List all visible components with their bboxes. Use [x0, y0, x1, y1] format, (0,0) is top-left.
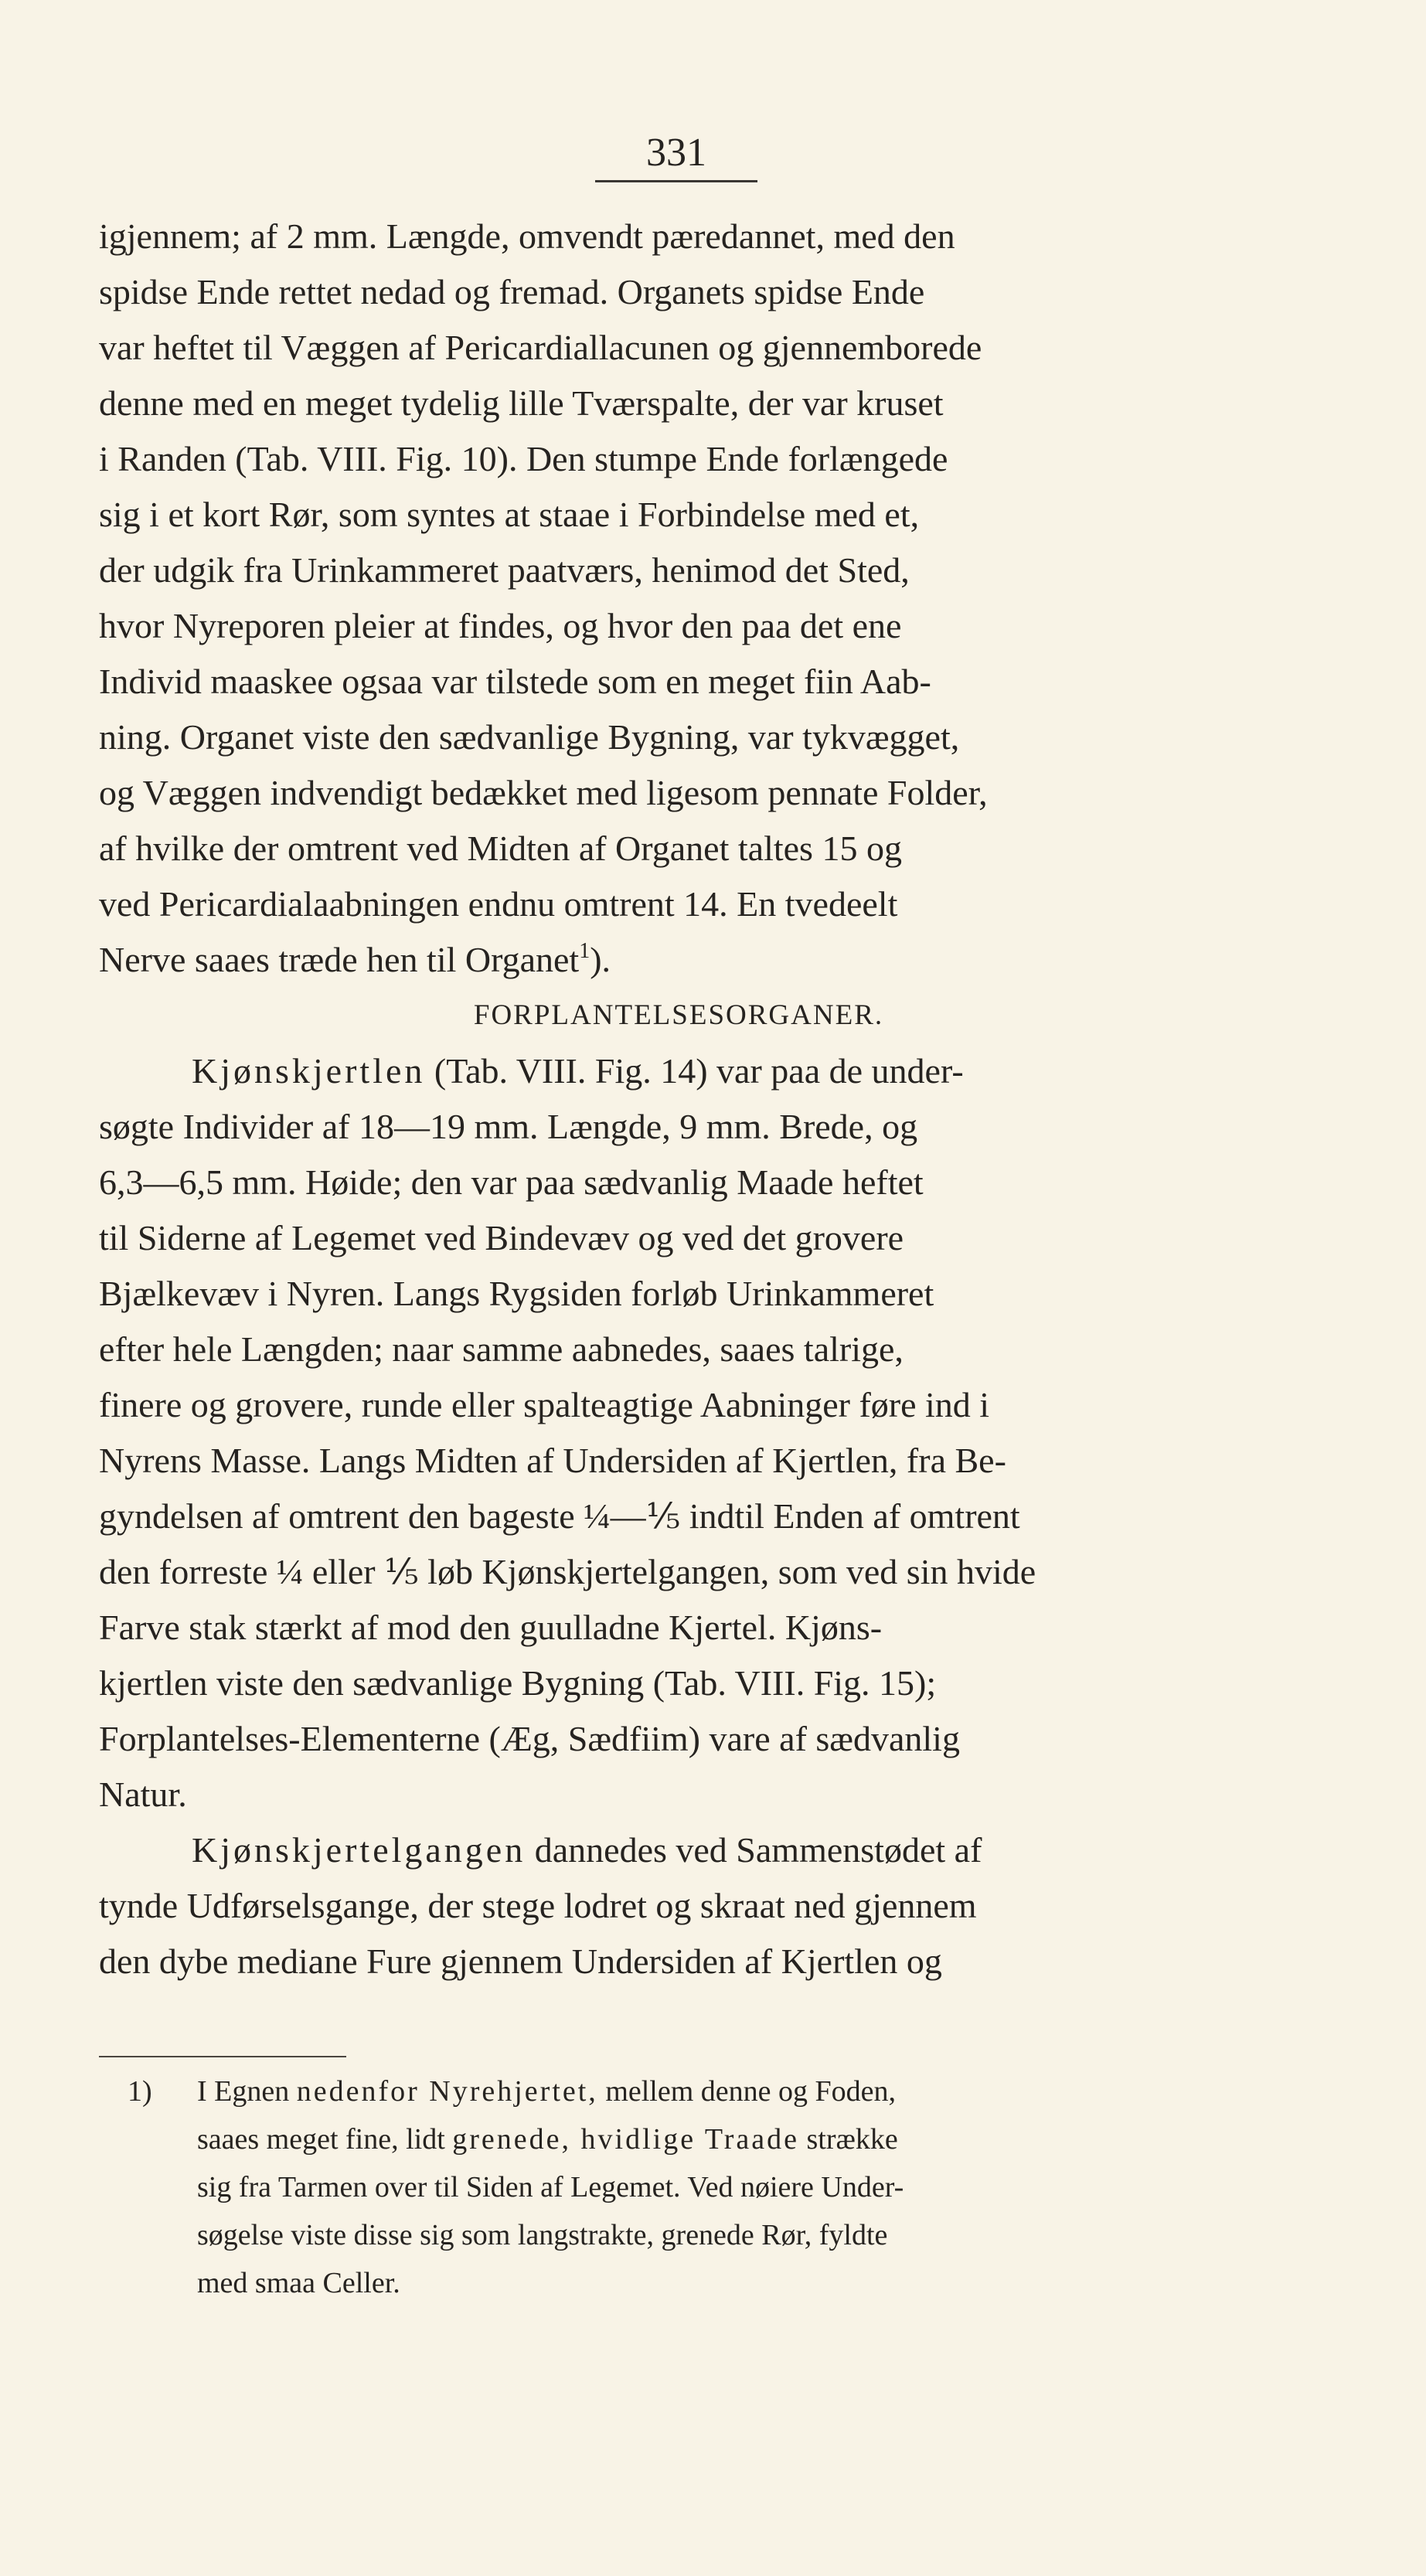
text-line: ved Pericardialaabningen endnu omtrent 14. En tvedeelt	[99, 884, 898, 924]
text-fragment: saaes meget fine, lidt	[197, 2123, 453, 2156]
footnote-line: med smaa Celler.	[197, 2267, 400, 2299]
text-line: Natur.	[99, 1775, 187, 1814]
text-line: tynde Udførselsgange, der stege lodret og skraat ned gjennem	[99, 1886, 977, 1925]
text-line: sig i et kort Rør, som syntes at staae i Forbindelse med et,	[99, 495, 920, 534]
text-line: Forplantelses-Elementerne (Æg, Sædfiim) vare af sædvanlig	[99, 1719, 960, 1758]
footnote-line	[128, 2115, 1287, 2163]
footnote-line	[128, 2067, 1287, 2115]
text-line: ning. Organet viste den sædvanlige Bygning, var tykvægget,	[99, 717, 960, 757]
text-fragment: dannedes ved Sammenstødet af	[526, 1830, 982, 1870]
text-line: efter hele Længden; naar samme aabnedes, saaes talrige,	[99, 1329, 904, 1369]
text-line: kjertlen viste den sædvanlige Bygning (Tab. VIII. Fig. 15);	[99, 1663, 937, 1703]
text-fragment: I Egnen	[197, 2075, 297, 2108]
footnote-line: søgelse viste disse sig som langstrakte, grenede Rør, fyldte	[197, 2219, 888, 2251]
text-line: den dybe mediane Fure gjennem Undersiden af Kjertlen og	[99, 1941, 942, 1981]
text-line: Nyrens Masse. Langs Midten af Undersiden af Kjertlen, fra Be-	[99, 1441, 1006, 1480]
text-line	[99, 932, 1289, 988]
text-line: søgte Individer af 18—19 mm. Længde, 9 mm. Brede, og	[99, 1107, 918, 1146]
spaced-term: nedenfor Nyrehjertet,	[296, 2075, 598, 2108]
text-line: Individ maaskee ogsaa var tilstede som en meget fiin Aab-	[99, 662, 931, 701]
text-line: gyndelsen af omtrent den bageste ¼—⅕ indtil Enden af omtrent	[99, 1496, 1020, 1536]
text-line	[99, 1822, 1289, 1878]
text-line: den forreste ¼ eller ⅕ løb Kjønskjertelgangen, som ved sin hvide	[99, 1552, 1036, 1591]
spaced-term: Kjønskjertlen	[192, 1051, 426, 1091]
text-line: til Siderne af Legemet ved Bindevæv og ved det grovere	[99, 1218, 904, 1257]
text-line: finere og grovere, runde eller spalteagtige Aabninger føre ind i	[99, 1385, 990, 1424]
footnote-line: sig fra Tarmen over til Siden af Legemet. Ved nøiere Under-	[197, 2171, 904, 2203]
text-fragment: ).	[590, 940, 611, 979]
text-line: af hvilke der omtrent ved Midten af Organet taltes 15 og	[99, 829, 902, 868]
text-line: 6,3—6,5 mm. Høide; den var paa sædvanlig Maade heftet	[99, 1162, 924, 1202]
text-line: der udgik fra Urinkammeret paatværs, henimod det Sted,	[99, 550, 910, 590]
footnote-rule	[99, 2056, 346, 2057]
text-fragment: Nerve saaes træde hen til Organet	[99, 940, 580, 979]
text-fragment: mellem denne og Foden,	[597, 2075, 897, 2108]
page-number: 331	[646, 131, 706, 175]
text-line	[99, 1043, 1289, 1099]
footnote-reference[interactable]: 1	[579, 939, 590, 963]
text-line: i Randen (Tab. VIII. Fig. 10). Den stumpe Ende forlængede	[99, 439, 948, 478]
text-line: hvor Nyreporen pleier at findes, og hvor den paa det ene	[99, 606, 902, 645]
text-line: og Væggen indvendigt bedækket med ligesom pennate Folder,	[99, 773, 988, 812]
footnote-marker: 1)	[128, 2075, 152, 2108]
page-number-rule	[595, 180, 757, 182]
text-fragment: (Tab. VIII. Fig. 14) var paa de under-	[425, 1051, 964, 1091]
text-fragment: strække	[799, 2123, 898, 2156]
spaced-term: grenede, hvidlige Traade	[452, 2123, 800, 2156]
text-line: Bjælkevæv i Nyren. Langs Rygsiden forløb Urinkammeret	[99, 1274, 934, 1313]
footnote	[128, 2067, 1287, 2307]
text-line: Farve stak stærkt af mod den guulladne Kjertel. Kjøns-	[99, 1608, 883, 1647]
spaced-term: Kjønskjertelgangen	[192, 1830, 526, 1870]
main-text	[99, 209, 1289, 1989]
text-line: spidse Ende rettet nedad og fremad. Organets spidse Ende	[99, 272, 925, 311]
text-line: denne med en meget tydelig lille Tværspalte, der var kruset	[99, 383, 944, 423]
text-line: igjennem; af 2 mm. Længde, omvendt pæredannet, med den	[99, 216, 955, 256]
section-heading: FORPLANTELSESORGANER.	[473, 999, 884, 1031]
text-line: var heftet til Væggen af Pericardiallacunen og gjennemborede	[99, 328, 982, 367]
